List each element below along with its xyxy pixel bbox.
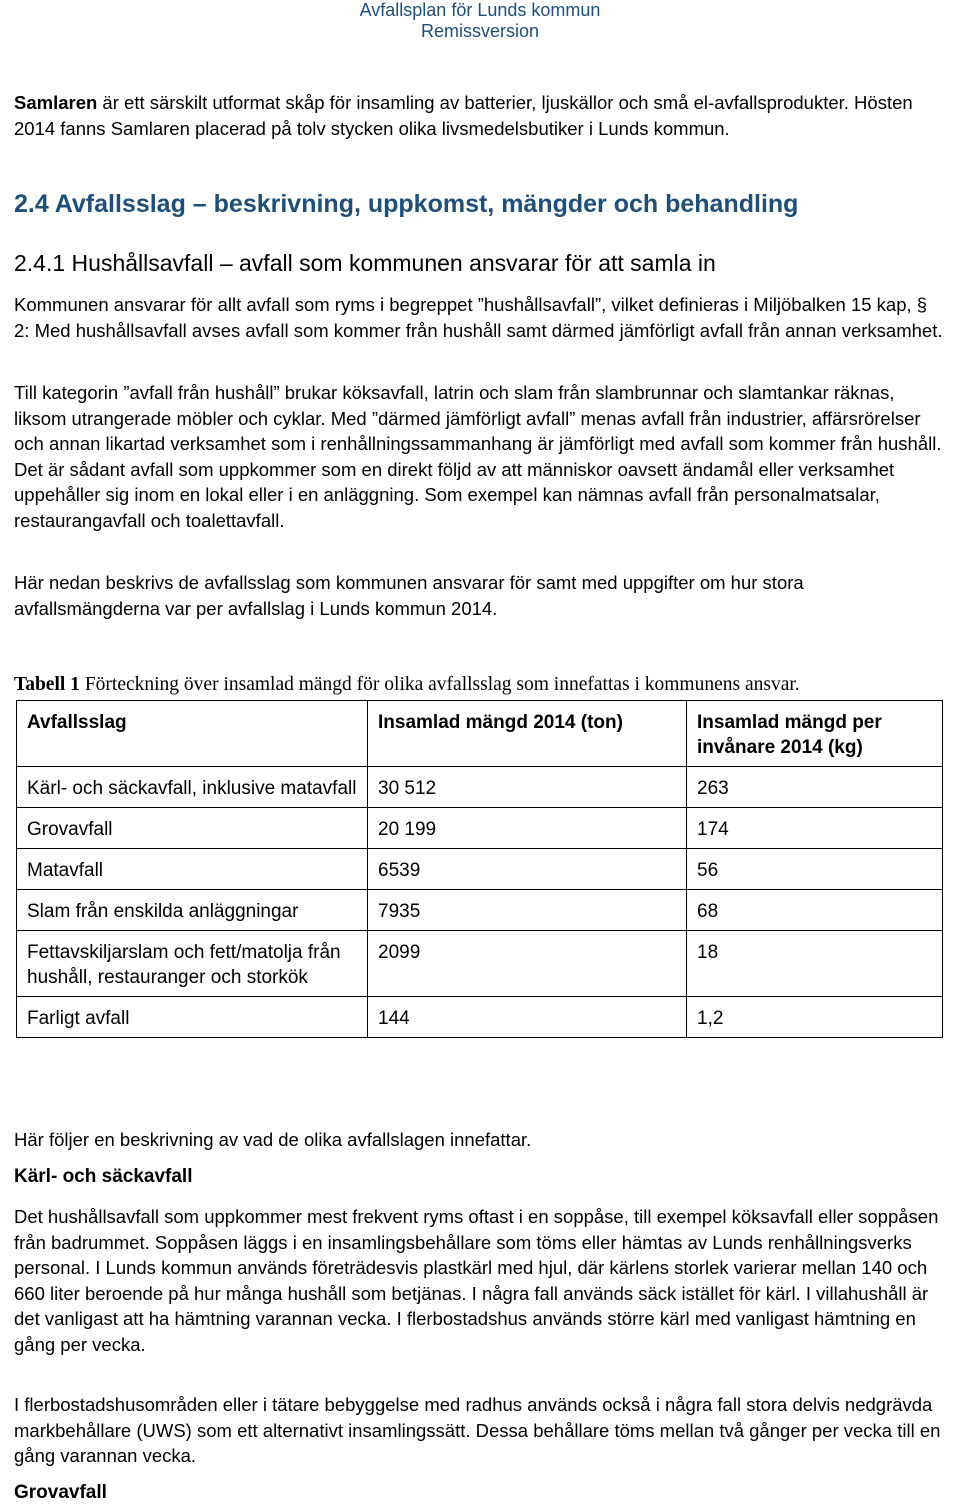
table-row xyxy=(17,931,943,997)
table-row xyxy=(17,997,943,1038)
table-cell: 1,2 xyxy=(687,997,943,1038)
table-cell: Matavfall xyxy=(17,849,368,890)
table-cell: 30 512 xyxy=(368,767,687,808)
waste-table xyxy=(16,700,943,1038)
section-heading: 2.4 Avfallsslag – beskrivning, uppkomst, mängder och behandling xyxy=(14,190,799,218)
paragraph-karl-sackavfall: Det hushållsavfall som uppkommer mest frekvent ryms oftast i en soppåse, till exempel köksavfall eller soppåsen från badrummet. Soppåsen läggs i en insamlingsbehållare som töms eller hämtas av Lunds renhållningsverks personal. I Lunds kommun används företrädesvis plastkärl med hjul, där kärlens storlek varierar mellan 140 och 660 liter beroende på hur många hushåll som betjänas. I några fall används säck istället för kärl. I villahushåll är det vanligast att ha hämtning varannan vecka. I flerbostadshus används större kärl med vanligast hämtning en gång per vecka. xyxy=(14,1206,939,1355)
table-row xyxy=(17,849,943,890)
table-cell: 174 xyxy=(687,808,943,849)
paragraph-overview: Här nedan beskrivs de avfallsslag som kommunen ansvarar för samt med uppgifter om hur stora avfallsmängderna var per avfallslag i Lunds kommun 2014. xyxy=(14,572,804,619)
document-header xyxy=(0,0,960,42)
intro-bold-lead: Samlaren xyxy=(14,92,98,113)
table-cell: 18 xyxy=(687,931,943,997)
table-cell: 7935 xyxy=(368,890,687,931)
header-title: Avfallsplan för Lunds kommun xyxy=(359,0,601,20)
table-row xyxy=(17,890,943,931)
intro-text: är ett särskilt utformat skåp för insamling av batterier, ljuskällor och små el-avfallsprodukter. Hösten 2014 fanns Samlaren placerad på tolv stycken olika livsmedelsbutiker i Lunds kommun. xyxy=(14,92,913,139)
table-row xyxy=(17,808,943,849)
intro-paragraph xyxy=(14,90,946,141)
table-cell: 6539 xyxy=(368,849,687,890)
heading-grovavfall: Grovavfall xyxy=(14,1482,107,1503)
table-cell: Farligt avfall xyxy=(17,997,368,1038)
table-cell: 56 xyxy=(687,849,943,890)
table-header-cell: Insamlad mängd 2014 (ton) xyxy=(368,701,687,767)
table-caption-text: Förteckning över insamlad mängd för olika avfallsslag som innefattas i kommunens ansvar. xyxy=(79,674,800,695)
table-cell: 2099 xyxy=(368,931,687,997)
header-subtitle: Remissversion xyxy=(420,21,540,41)
paragraph-markbehallare: I flerbostadshusområden eller i tätare bebyggelse med radhus används också i några fall stora delvis nedgrävda markbehållare (UWS) som ett alternativt insamlingssätt. Dessa behållare töms mellan två gånger per vecka till en gång varannan vecka. xyxy=(14,1394,941,1466)
table-cell: Fettavskiljarslam och fett/matolja från hushåll, restauranger och storkök xyxy=(17,931,368,997)
table-row xyxy=(17,767,943,808)
paragraph-intro-description: Här följer en beskrivning av vad de olika avfallslagen innefattar. xyxy=(14,1129,532,1150)
table-header-cell: Insamlad mängd per invånare 2014 (kg) xyxy=(687,701,943,767)
table-header-row xyxy=(17,701,943,767)
table-cell: 20 199 xyxy=(368,808,687,849)
table-caption xyxy=(14,674,946,696)
table-cell: Grovavfall xyxy=(17,808,368,849)
table-cell: 263 xyxy=(687,767,943,808)
paragraph-categories: Till kategorin ”avfall från hushåll” brukar köksavfall, latrin och slam från slambrunnar och slamtankar räknas, liksom utrangerade möbler och cyklar. Med ”därmed jämförligt avfall” menas avfall från industrier, affärsrörelser och annan likartad verksamhet som i renhållningssammanhang är jämförligt med avfall som kommer från hushåll. Det är sådant avfall som uppkommer som en direkt följd av att människor oavsett ändamål eller verksamhet uppehåller sig inom en lokal eller i en anläggning. Som exempel kan nämnas avfall från personalmatsalar, restaurangavfall och toalettavfall. xyxy=(14,382,942,531)
table-cell: 68 xyxy=(687,890,943,931)
table-caption-label: Tabell 1 xyxy=(14,674,80,695)
heading-karl-sackavfall: Kärl- och säckavfall xyxy=(14,1166,193,1187)
table-cell: 144 xyxy=(368,997,687,1038)
paragraph-definition: Kommunen ansvarar för allt avfall som ryms i begreppet ”hushållsavfall”, vilket definieras i Miljöbalken 15 kap, § 2: Med hushållsavfall avses avfall som kommer från hushåll samt därmed jämförligt avfall från annan verksamhet. xyxy=(14,294,943,341)
subsection-heading: 2.4.1 Hushållsavfall – avfall som kommunen ansvarar för att samla in xyxy=(14,250,716,276)
table-cell: Slam från enskilda anläggningar xyxy=(17,890,368,931)
table-cell: Kärl- och säckavfall, inklusive matavfall xyxy=(17,767,368,808)
table-header-cell: Avfallsslag xyxy=(17,701,368,767)
